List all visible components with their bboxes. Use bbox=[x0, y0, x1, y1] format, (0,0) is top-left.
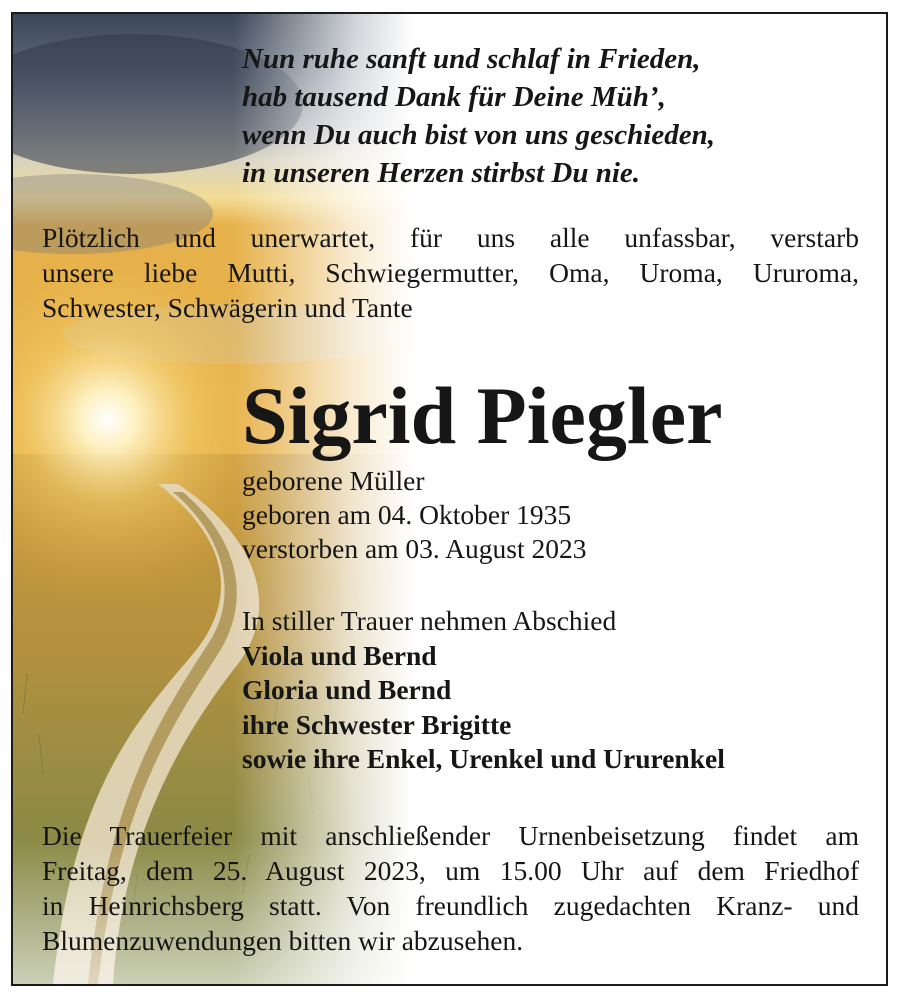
funeral-line: Blumenzuwendungen bitten wir abzusehen. bbox=[42, 925, 524, 956]
obituary-card bbox=[11, 12, 888, 986]
poem-line: in unseren Herzen stirbst Du nie. bbox=[242, 157, 641, 189]
poem-line: hab tausend Dank für Deine Müh’, bbox=[242, 81, 666, 113]
mourner-name: sowie ihre Enkel, Urenkel und Ururenkel bbox=[242, 743, 725, 774]
mourner-name: Viola und Bernd bbox=[242, 639, 437, 671]
poem-line: Nun ruhe sanft und schlaf in Frieden, bbox=[242, 43, 701, 75]
intro-paragraph bbox=[42, 220, 859, 325]
mourner-name: Gloria und Bernd bbox=[242, 674, 452, 705]
deceased-details bbox=[242, 464, 586, 566]
intro-line: Schwester, Schwägerin und Tante bbox=[42, 292, 413, 323]
intro-line: Plötzlich und unerwartet, für uns alle unfassbar, verstarb bbox=[42, 222, 859, 253]
mourners-intro: In stiller Trauer nehmen Abschied bbox=[242, 605, 617, 636]
funeral-line: in Heinrichsberg statt. Von freundlich zugedachten Kranz- und bbox=[42, 890, 859, 921]
funeral-line: Freitag, dem 25. August 2023, um 15.00 Uhr auf dem Friedhof bbox=[42, 855, 859, 886]
maiden-name: geborene Müller bbox=[242, 465, 425, 496]
poem-line: wenn Du auch bist von uns geschieden, bbox=[242, 119, 715, 151]
funeral-notice bbox=[42, 818, 859, 958]
deceased-name: Sigrid Piegler bbox=[242, 370, 723, 461]
mourners-list bbox=[242, 604, 725, 777]
death-date: verstorben am 03. August 2023 bbox=[242, 533, 587, 564]
mourner-name: ihre Schwester Brigitte bbox=[242, 708, 512, 740]
funeral-line: Die Trauerfeier mit anschließender Urnenbeisetzung findet am bbox=[42, 820, 859, 851]
birth-date: geboren am 04. Oktober 1935 bbox=[242, 499, 572, 530]
poem bbox=[242, 40, 715, 192]
intro-line: unsere liebe Mutti, Schwiegermutter, Oma, Uroma, Ururoma, bbox=[42, 257, 859, 288]
